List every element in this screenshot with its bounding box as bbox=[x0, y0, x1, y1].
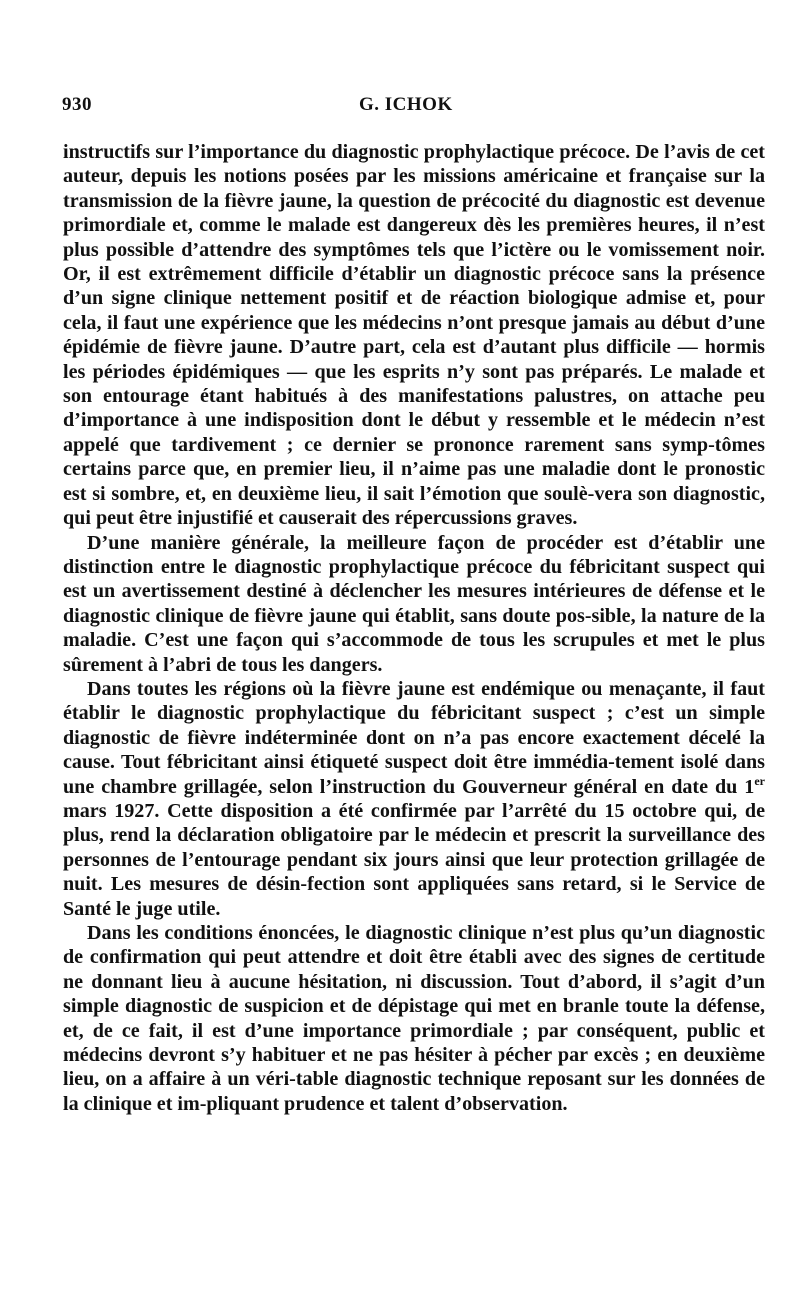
paragraph-text: mars 1927. Cette disposition a été confirmée par l’arrêté du 15 octobre qui, de plus, rend la déclaration obligatoire par le médecin et prescrit la surveillance des personnes de l’entourage pendant six jours ainsi que leur protection grillagée de nuit. Les mesures de désin-fection sont appliquées sans retard, si le Service de Santé le juge utile. bbox=[63, 799, 765, 920]
paragraph: Dans les conditions énoncées, le diagnostic clinique n’est plus qu’un diagnostic de confirmation qui peut attendre et doit être établi avec des signes de certitude ne donnant lieu à aucune hésitation, ni discussion. Tout d’abord, il s’agit d’un simple diagnostic de suspicion et de dépistage qui met en branle toute la défense, et, de ce fait, il est d’une importance primordiale ; par conséquent, public et médecins devront s’y habituer et ne pas hésiter à pécher par excès ; en deuxième lieu, on a affaire à un véri-table diagnostic technique reposant sur les données de la clinique et im-pliquant prudence et talent d’observation. bbox=[63, 922, 765, 1115]
running-head: G. ICHOK bbox=[359, 94, 453, 115]
paragraph bbox=[63, 677, 765, 921]
page-number: 930 bbox=[62, 94, 92, 115]
ordinal-superscript: er bbox=[754, 773, 765, 788]
body-text bbox=[63, 140, 765, 1116]
paragraph: D’une manière générale, la meilleure façon de procéder est d’établir une distinction entre le diagnostic prophylactique précoce du fébricitant suspect qui est un avertissement destiné à déclencher les mesures intérieures de défense et le diagnostic clinique de fièvre jaune qui établit, sans doute pos-sible, la nature de la maladie. C’est une façon qui s’accommode de tous les scrupules et met le plus sûrement à l’abri de tous les dangers. bbox=[63, 531, 765, 676]
paragraph-text: Dans toutes les régions où la fièvre jaune est endémique ou menaçante, il faut établir le diagnostic prophylactique du fébricitant suspect ; c’est un simple diagnostic de fièvre indéterminée dont on n’a pas encore exactement décelé la cause. Tout fébricitant ainsi étiqueté suspect doit être immédia-tement isolé dans une chambre grillagée, selon l’instruction du Gouverneur général en date du 1 bbox=[63, 677, 765, 798]
page-header bbox=[62, 94, 762, 120]
paragraph-continuation: instructifs sur l’importance du diagnostic prophylactique précoce. De l’avis de cet auteur, depuis les notions posées par les missions américaine et française sur la transmission de la fièvre jaune, la question de précocité du diagnostic est devenue primordiale et, comme le malade est dangereux dès les premières heures, il n’est plus possible d’attendre des symptômes tels que l’ictère ou le vomissement noir. Or, il est extrêmement difficile d’établir un diagnostic précoce sans la présence d’un signe clinique nettement positif et de réaction biologique admise et, pour cela, il faut une expérience que les médecins n’ont presque jamais au début d’une épidémie de fièvre jaune. D’autre part, cela est d’autant plus difficile — hormis les périodes épidémiques — que les esprits n’y sont pas préparés. Le malade et son entourage étant habitués à des manifestations palustres, on attache peu d’importance à une indisposition dont le début y ressemble et le médecin n’est appelé que tardivement ; ce dernier se prononce rarement sans symp-tômes certains parce que, en premier lieu, il n’aime pas une maladie dont le pronostic est si sombre, et, en deuxième lieu, il sait l’émotion que soulè-vera son diagnostic, qui peut être injustifié et causerait des répercussions graves. bbox=[63, 141, 765, 530]
